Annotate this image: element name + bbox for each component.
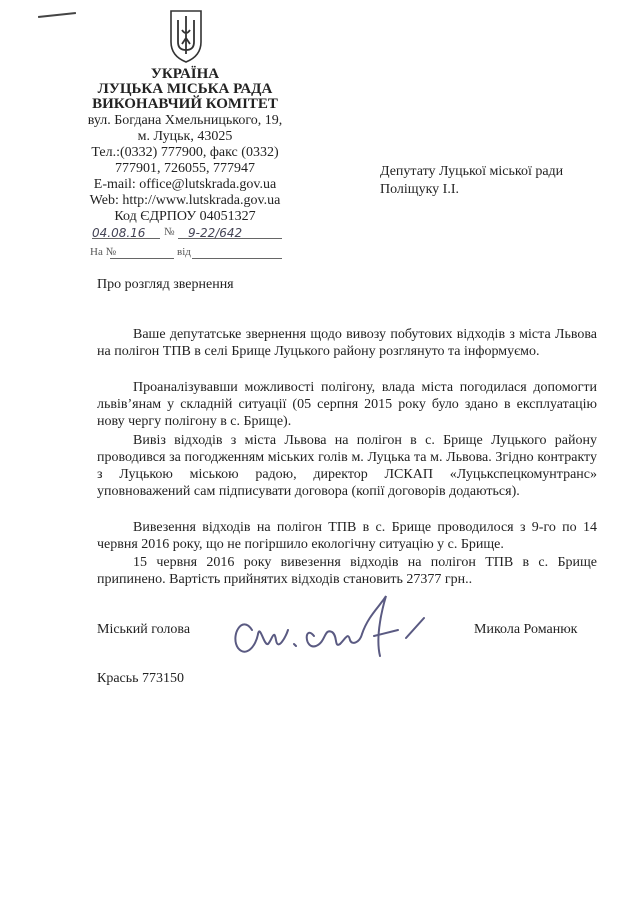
date-handwritten: 04.08.16 [92, 226, 146, 240]
header-country: УКРАЇНА [150, 66, 220, 82]
header-email: E-mail: office@lutskrada.gov.ua [93, 177, 277, 192]
executor-contact: Красьь 773150 [97, 671, 185, 686]
body-paragraph-5: 15 червня 2016 року вивезення відходів на полігон ТПВ в с. Брище припинено. Вартість прийнятих відходів становить 27377 грн.. [97, 555, 597, 587]
header-council: ЛУЦЬКА МІСЬКА РАДА [97, 81, 273, 97]
date-line [92, 224, 160, 239]
scan-mark-dash [38, 12, 76, 18]
handwritten-signature [228, 592, 438, 664]
ref-label: На № [90, 246, 117, 258]
header-phone-line2: 777901, 726055, 777947 [115, 161, 255, 176]
body-paragraph-1: Ваше депутатське звернення щодо вивозу побутових відходів з міста Львова на полігон ТПВ в селі Брище Луцького району розглянуто та інформуємо. [97, 327, 597, 359]
header-phone-line1: Тел.:(0332) 777900, факс (0332) [91, 145, 279, 160]
body-paragraph-3: Вивіз відходів з міста Львова на полігон в с. Брище Луцького району проводився за погодженням міських голів м. Луцька та м. Львова. Згідно контракту з Луцькою міською радою, директор ЛСКАП «Луцькспецкомунтранс» уповноважений сам підписувати договора (копії договорів додаються). [97, 433, 597, 499]
ref-from-label: від [177, 246, 191, 258]
coat-of-arms-icon [168, 8, 204, 64]
recipient-line1: Депутату Луцької міської ради [380, 164, 564, 179]
number-label: № [164, 226, 175, 238]
signature-name: Микола Романюк [474, 622, 578, 637]
header-address-line1: вул. Богдана Хмельницького, 19, [87, 113, 283, 128]
number-line [178, 224, 282, 239]
header-code: Код ЄДРПОУ 04051327 [114, 209, 256, 224]
recipient-line2: Поліщуку І.І. [380, 182, 460, 197]
ref-number-line [110, 244, 174, 259]
number-handwritten: 9-22/642 [188, 226, 243, 240]
subject-line: Про розгляд звернення [97, 277, 234, 292]
recipient-block [380, 163, 563, 199]
header-address-line2: м. Луцьк, 43025 [137, 129, 233, 144]
body-paragraph-4: Вивезення відходів на полігон ТПВ в с. Брище проводилося з 9-го по 14 червня 2016 року, що не погіршило екологічну ситуацію у с. Брище. [97, 520, 597, 552]
header-web: Web: http://www.lutskrada.gov.ua [89, 193, 281, 208]
body-paragraph-2: Проаналізувавши можливості полігону, влада міста погодилася допомогти львів’янам у складній ситуації (05 серпня 2015 року було здано в експлуатацію нову чергу полігону в с. Брище). [97, 380, 597, 429]
ref-date-line [192, 244, 282, 259]
signature-title: Міський голова [97, 622, 191, 637]
header-committee: ВИКОНАВЧИЙ КОМІТЕТ [92, 96, 278, 112]
